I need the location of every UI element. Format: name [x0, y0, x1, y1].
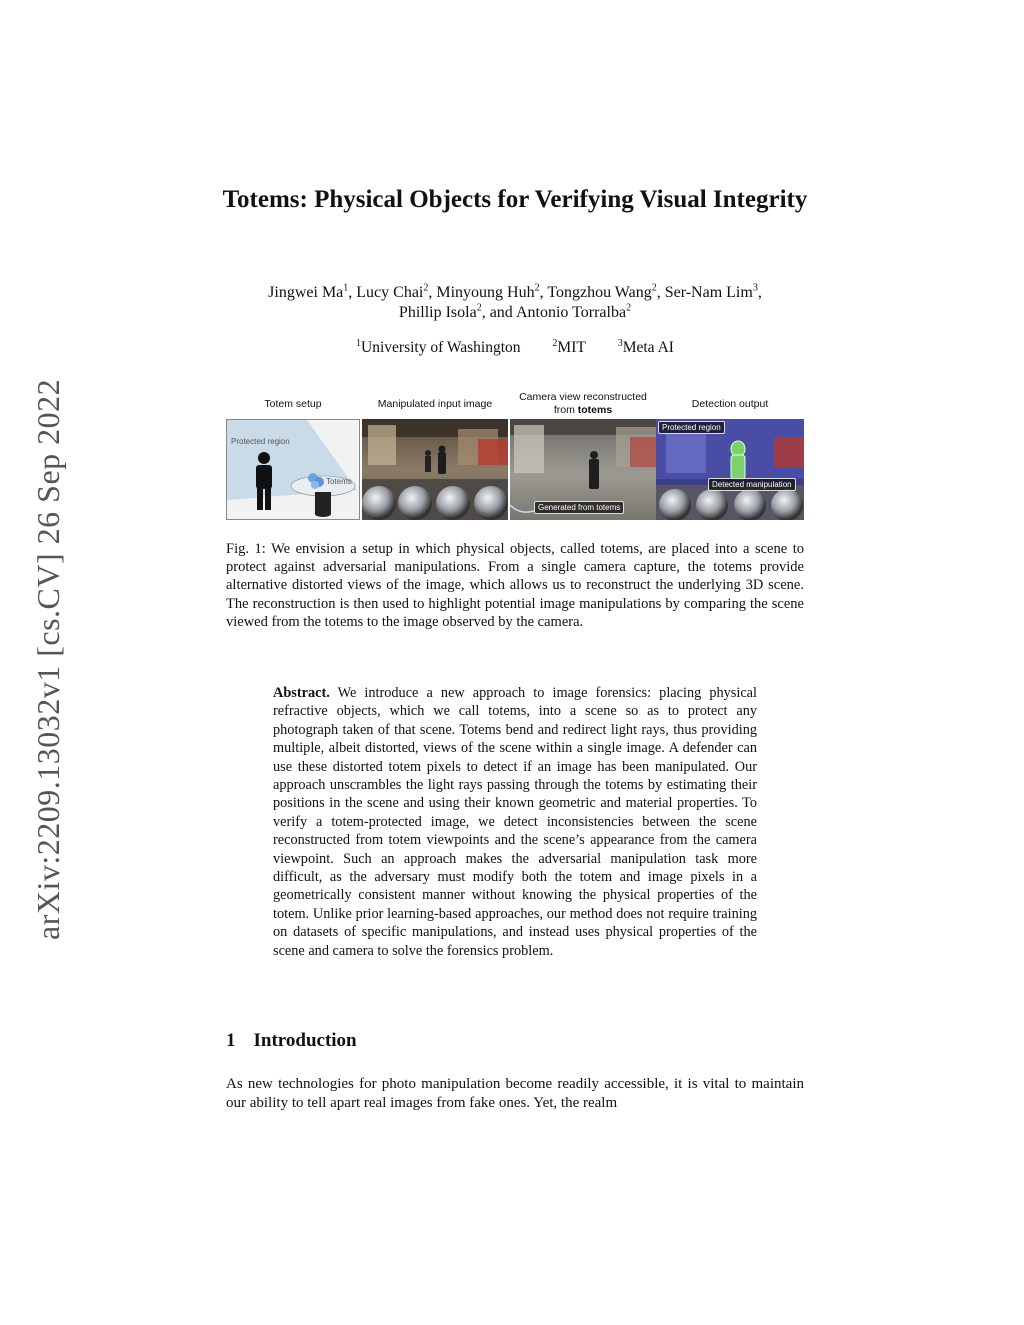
abstract-text: We introduce a new approach to image forensics: placing physical refractive objects, which we call totems, into a scene so as to protect any photograph taken of that scene. Totems bend and redirect light rays, thus providing multiple, albeit distorted, views of the scene within a single image. A defender can use these distorted totem pixels to detect if an image has been manipulated. Our approach unscrambles the light rays passing through the totems by estimating their positions in the scene and using their known geometric and material properties. To verify a totem-protected image, we detect inconsistencies between the scene reconstructed from totem viewpoints and the scene’s appearance from the camera viewpoint. Such an approach makes the adversarial manipulation task more difficult, as the adversary must modify both the totem and image pixels in a geometrically consistent manner without knowing the physical properties of the totem. Unlike prior learning-based approaches, our method does not require training on datasets of specific manipulations, and instead uses physical properties of the scene and camera to solve the forensics problem.	[273, 685, 757, 959]
introduction-text: As new technologies for photo manipulation become readily accessible, it is vital to maintain our ability to tell apart real images from fake ones. Yet, the realm	[226, 1076, 804, 1111]
reconstructed-camera-view	[510, 419, 656, 520]
section-heading	[226, 1030, 357, 1052]
teaser-figure	[226, 390, 804, 522]
panel-title-camera-view: Camera view reconstructed from totems	[519, 391, 647, 416]
author-affiliation-mark: 2	[476, 302, 482, 314]
author-affiliation-mark: 2	[626, 302, 632, 314]
author: Phillip Isola	[398, 304, 477, 321]
figure-caption-label: Fig. 1:	[226, 541, 266, 557]
author: Lucy Chai	[356, 284, 424, 301]
author-affiliation-mark: 2	[534, 282, 540, 294]
abstract-label: Abstract.	[273, 685, 330, 701]
figure-caption	[226, 540, 804, 631]
generated-from-totems-label: Generated from totems	[534, 501, 624, 514]
panel-title-detection-output: Detection output	[691, 397, 769, 410]
panel-title-manipulated-input: Manipulated input image	[377, 397, 493, 410]
paper-title: Totems: Physical Objects for Verifying Visual Integrity	[222, 186, 808, 213]
author: Jingwei Ma	[268, 284, 344, 301]
affiliation-list	[200, 339, 830, 357]
detected-person-mask	[731, 441, 745, 479]
manipulated-input-image	[362, 419, 508, 520]
arxiv-identifier: arXiv:2209.13032v1 [cs.CV] 26 Sep 2022	[30, 378, 66, 940]
author-affiliation-mark: 2	[651, 282, 657, 294]
author: Ser-Nam Lim	[664, 284, 753, 301]
section-title: Introduction	[253, 1030, 357, 1051]
totem-setup-diagram	[227, 420, 360, 520]
author: Tongzhou Wang	[547, 284, 652, 301]
protected-region-output-label: Protected region	[658, 421, 725, 434]
author-affiliation-mark: 2	[423, 282, 429, 294]
authors-and: and	[489, 304, 513, 321]
panel-title-totem-setup: Totem setup	[264, 397, 322, 410]
affiliation: $^2$MIT	[552, 337, 586, 356]
author: Antonio Torralba	[515, 304, 627, 321]
abstract	[273, 684, 757, 960]
affiliation: $^3$Meta AI	[617, 337, 674, 356]
affiliation: $^1$University of Washington	[356, 337, 521, 356]
author-affiliation-mark: 1	[343, 282, 349, 294]
author: Minyoung Huh	[436, 284, 535, 301]
detected-manipulation-label: Detected manipulation	[708, 478, 796, 491]
figure-caption-text: We envision a setup in which physical objects, called totems, are placed into a scene to protect against adversarial manipulations. From a single camera capture, the totems provide alternative distorted views of the image, which allows us to reconstruct the underlying 3D scene. The reconstruction is then used to highlight potential image manipulations by comparing the scene viewed from the totems to the image observed by the camera.	[226, 541, 804, 630]
author-affiliation-mark: 3	[752, 282, 758, 294]
author-list: Jingwei Ma$^1$, Lucy Chai$^2$, Minyoung Huh$^2$, Tongzhou Wang$^2$, Ser-Nam Lim$^3$, Phillip Isola$^2$, and Antonio Torralba$^2$	[268, 282, 762, 321]
totem-setup-panel	[226, 419, 360, 520]
protected-region-label: Protected region	[231, 437, 290, 446]
totems-label: Totems	[326, 477, 352, 486]
detection-output-image	[656, 419, 804, 520]
section-number: 1	[226, 1030, 236, 1051]
